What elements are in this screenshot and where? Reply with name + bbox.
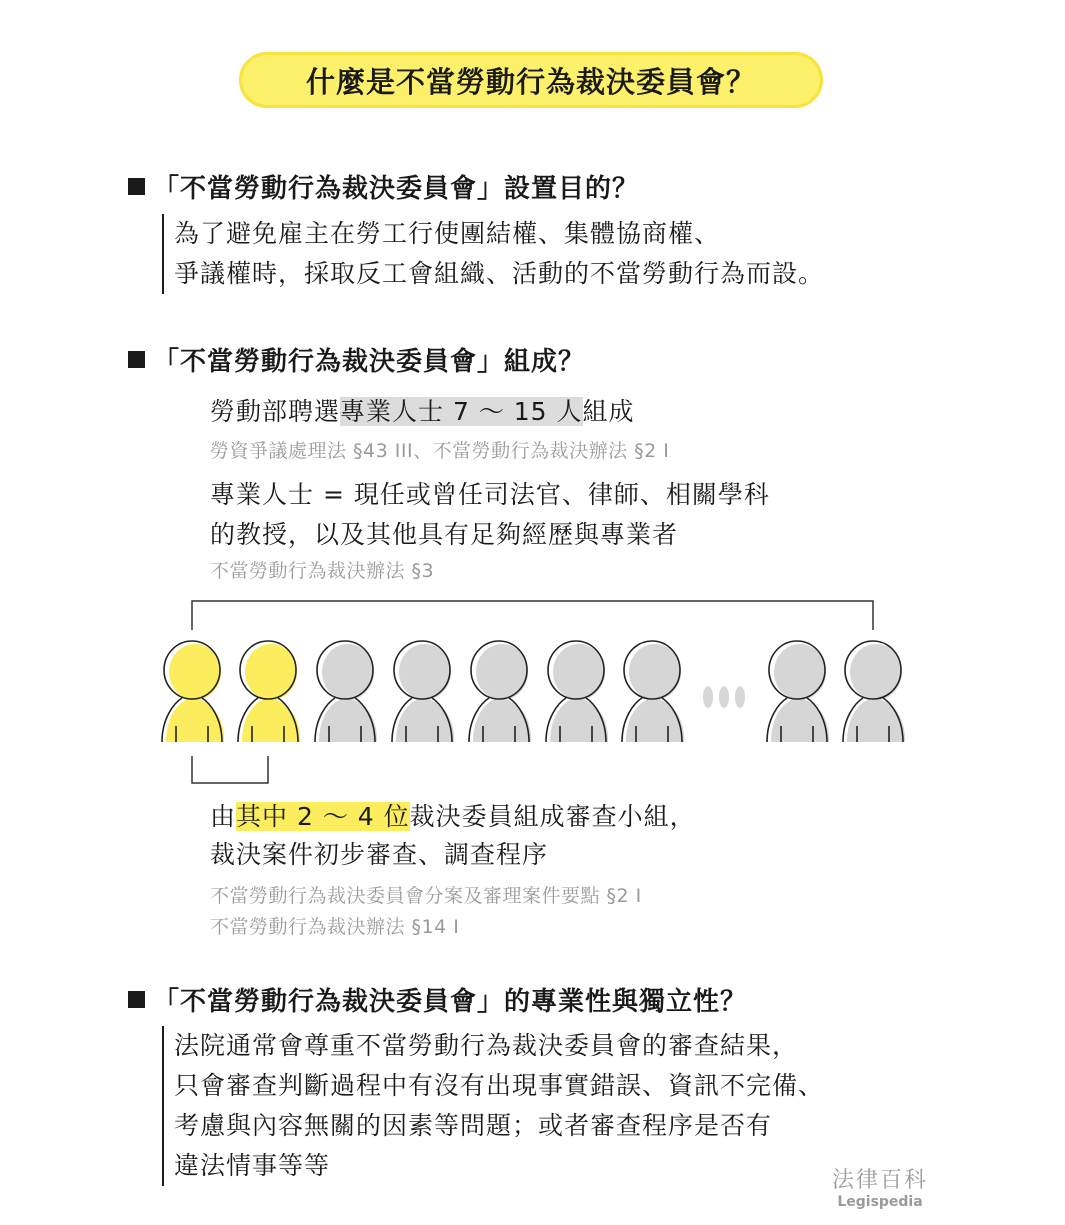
page-title <box>239 52 823 108</box>
panel-bracket <box>192 756 268 783</box>
panel-pre: 由 <box>210 802 237 831</box>
committee-member-8-icon <box>767 641 829 742</box>
composition-highlight: 專業人士 7 ～ 15 人 <box>340 397 583 426</box>
citation-4: 不當勞動行為裁決辦法 §14 I <box>210 916 460 938</box>
committee-member-5-icon <box>469 641 531 742</box>
bullet-square-icon <box>128 991 145 1008</box>
page-title-text: 什麼是不當勞動行為裁決委員會？ <box>305 64 756 99</box>
committee-member-4-icon <box>392 641 454 742</box>
citation-3: 不當勞動行為裁決委員會分案及審理案件要點 §2 I <box>210 885 642 907</box>
committee-member-7-icon <box>622 641 684 742</box>
panel-line-2: 裁決案件初步審查、調查程序 <box>210 840 549 869</box>
section-3-line-4: 違法情事等等 <box>174 1151 331 1180</box>
composition-post: 組成 <box>582 397 635 426</box>
section-2-heading-text: 「不當勞動行為裁決委員會」組成？ <box>153 347 586 377</box>
section-3-line-1: 法院通常會尊重不當勞動行為裁決委員會的審查結果， <box>174 1031 799 1060</box>
definition-line-1: 專業人士 = 現任或曾任司法官、律師、相關學科 <box>210 480 770 509</box>
section-1-heading-text: 「不當勞動行為裁決委員會」設置目的？ <box>153 174 640 204</box>
section-3-heading <box>128 981 747 1018</box>
citation-1: 勞資爭議處理法 §43 III、不當勞動行為裁決辦法 §2 I <box>210 440 670 462</box>
committee-members-figure <box>0 590 1065 790</box>
bullet-square-icon <box>128 178 145 195</box>
panel-post: 裁決委員組成審查小組， <box>409 802 696 831</box>
bullet-square-icon <box>128 351 145 368</box>
committee-member-1-icon <box>162 641 224 742</box>
brand-name-zh: 法律百科 <box>832 1168 929 1193</box>
section-1-body <box>162 214 824 294</box>
committee-member-3-icon <box>315 641 377 742</box>
brand-name-en: Legispedia <box>837 1194 923 1210</box>
definition-block <box>210 475 770 555</box>
panel-line-1 <box>210 797 696 837</box>
committee-member-6-icon <box>546 641 608 742</box>
definition-line-2: 的教授，以及其他具有足夠經歷與專業者 <box>210 520 679 549</box>
ellipsis-icon <box>703 686 745 708</box>
composition-line <box>210 392 635 432</box>
panel-highlight: 其中 2 ～ 4 位 <box>236 802 410 831</box>
section-1-heading <box>128 168 639 205</box>
section-3-heading-text: 「不當勞動行為裁決委員會」的專業性與獨立性？ <box>153 987 748 1017</box>
brand-logo <box>832 1163 928 1210</box>
committee-member-9-icon <box>843 641 905 742</box>
section-2-heading <box>128 341 585 378</box>
section-3-line-3: 考慮與內容無關的因素等問題；或者審查程序是否有 <box>174 1111 773 1140</box>
section-1-line-1: 為了避免雇主在勞工行使團結權、集體協商權、 <box>174 219 721 248</box>
section-3-body <box>162 1026 824 1186</box>
section-3-line-2: 只會審查判斷過程中有沒有出現事實錯誤、資訊不完備、 <box>174 1071 825 1100</box>
section-1-line-2: 爭議權時，採取反工會組織、活動的不當勞動行為而設。 <box>174 259 825 288</box>
composition-pre: 勞動部聘選 <box>210 397 341 426</box>
all-members-bracket <box>192 601 873 630</box>
citation-2: 不當勞動行為裁決辦法 §3 <box>210 560 435 582</box>
committee-member-2-icon <box>238 641 300 742</box>
